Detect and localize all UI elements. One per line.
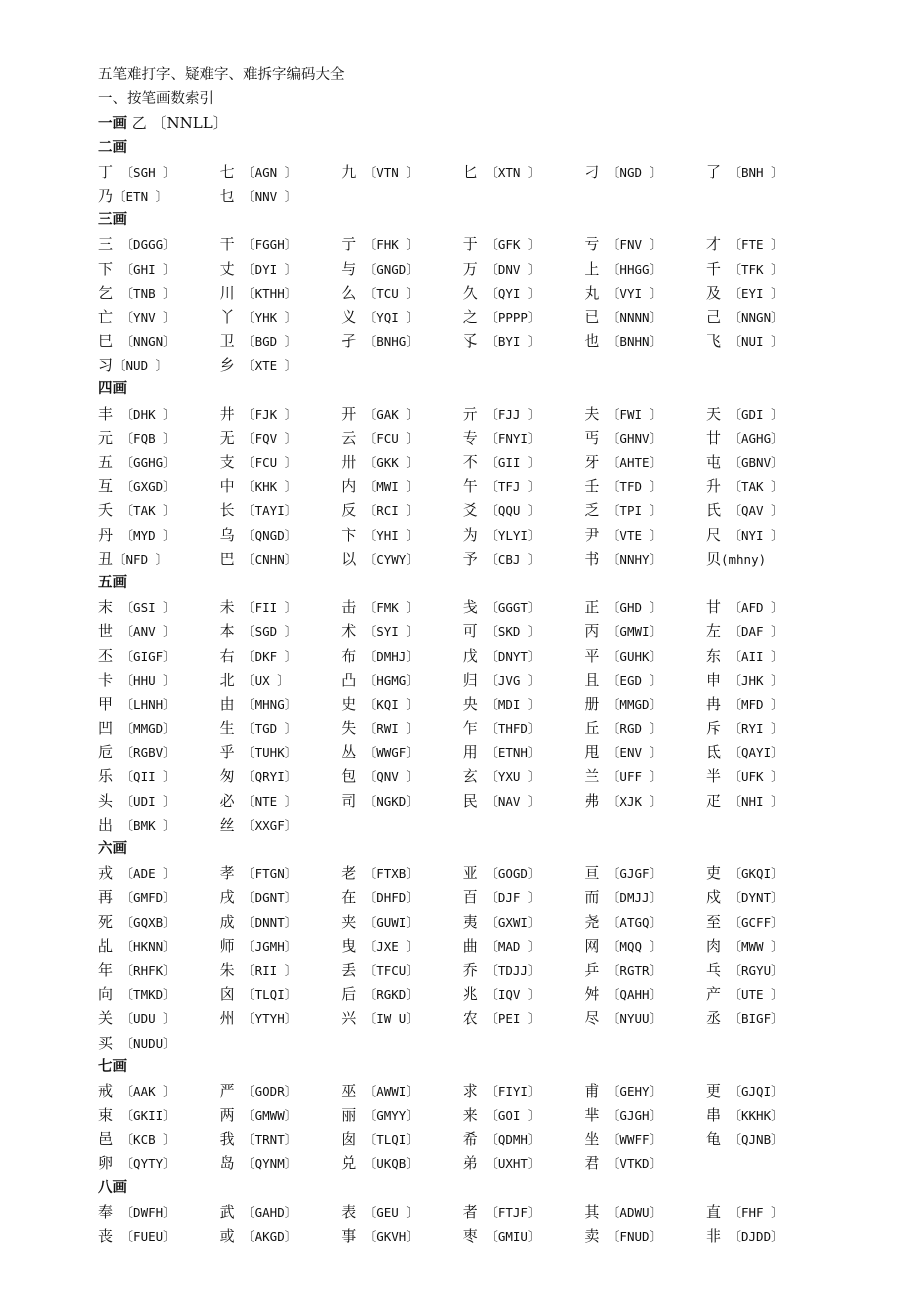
- character-entry: 习〔NUD 〕: [98, 356, 169, 375]
- entry-row: [98, 281, 878, 305]
- character-entry: 冉 〔MFD 〕: [705, 694, 784, 713]
- entry-row: [98, 813, 878, 837]
- character-entry: 乎 〔TUHK〕: [219, 743, 298, 762]
- character-entry: 内 〔MWI 〕: [341, 477, 419, 496]
- character-entry: 北 〔UX 〕: [219, 670, 290, 689]
- character-entry: 未 〔FII 〕: [219, 598, 298, 617]
- entry-row: [98, 1031, 878, 1055]
- character-entry: 民 〔NAV 〕: [462, 791, 541, 810]
- entry-row: [98, 305, 878, 329]
- character-entry: 丞 〔BIGF〕: [705, 1009, 784, 1028]
- section-header: [98, 136, 878, 160]
- character-entry: 戒 〔AAK 〕: [98, 1081, 176, 1100]
- character-entry: 乩 〔HKNN〕: [98, 936, 176, 955]
- character-entry: 夫 〔FWI 〕: [584, 404, 663, 423]
- entry-row: [98, 523, 878, 547]
- character-entry: 司 〔NGKD〕: [341, 791, 419, 810]
- section-title: 五画: [98, 574, 127, 591]
- character-entry: 夷 〔GXWI〕: [462, 912, 541, 931]
- character-entry: 兰 〔UFF 〕: [584, 767, 663, 786]
- character-entry: 丑〔NFD 〕: [98, 549, 169, 568]
- character-entry: 邑 〔KCB 〕: [98, 1130, 176, 1149]
- character-entry: 丢 〔TFCU〕: [341, 960, 419, 979]
- character-entry: 半 〔UFK 〕: [705, 767, 784, 786]
- character-entry: 归 〔JVG 〕: [462, 670, 541, 689]
- character-entry: 世 〔ANV 〕: [98, 622, 176, 641]
- character-entry: 乓 〔RGYU〕: [705, 960, 784, 979]
- entry-row: [98, 1151, 878, 1175]
- character-entry: 以 〔CYWY〕: [341, 549, 419, 568]
- character-entry: 丽 〔GMYY〕: [341, 1106, 419, 1125]
- entry-row: [98, 1006, 878, 1030]
- character-entry: 亏 〔FNV 〕: [584, 235, 663, 254]
- character-entry: 九 〔VTN 〕: [341, 162, 419, 181]
- character-entry: 了 〔BNH 〕: [705, 162, 784, 181]
- character-entry: 三 〔DGGG〕: [98, 235, 176, 254]
- character-entry: 亘 〔GJGF〕: [584, 864, 663, 883]
- character-entry: 其 〔ADWU〕: [584, 1202, 663, 1221]
- character-entry: 疋 〔NHI 〕: [705, 791, 784, 810]
- section-header: [98, 571, 878, 595]
- character-entry: 丰 〔DHK 〕: [98, 404, 176, 423]
- character-entry: 无 〔FQV 〕: [219, 428, 298, 447]
- character-entry: 牙 〔AHTE〕: [584, 453, 663, 471]
- character-entry: 在 〔DHFD〕: [341, 888, 419, 907]
- character-entry: 亡 〔YNV 〕: [98, 307, 176, 326]
- section-title: 三画: [98, 212, 127, 229]
- character-entry: 且 〔EGD 〕: [584, 670, 663, 689]
- character-entry: 百 〔DJF 〕: [462, 888, 541, 907]
- character-entry: 或 〔AKGD〕: [219, 1227, 298, 1245]
- character-entry: 书 〔NNHY〕: [584, 549, 663, 568]
- character-entry: 册 〔MMGD〕: [584, 694, 663, 713]
- character-entry: 孑 〔BNHG〕: [341, 332, 419, 351]
- character-entry: 午 〔TFJ 〕: [462, 477, 541, 496]
- character-entry: 失 〔RWI 〕: [341, 719, 419, 738]
- entry-row: [98, 232, 878, 256]
- character-entry: 丹 〔MYD 〕: [98, 525, 176, 544]
- character-entry: 甘 〔AFD 〕: [705, 598, 784, 617]
- character-entry: 飞 〔NUI 〕: [705, 332, 784, 351]
- character-entry: 央 〔MDI 〕: [462, 694, 541, 713]
- entry-row: [98, 353, 878, 377]
- character-entry: 孓 〔BYI 〕: [462, 332, 541, 351]
- character-entry: 乜 〔NNV 〕: [219, 186, 298, 205]
- character-entry: 升 〔TAK 〕: [705, 477, 784, 496]
- entry-row: [98, 1103, 878, 1127]
- character-entry: 农 〔PEI 〕: [462, 1009, 541, 1028]
- character-entry: 乌 〔QNGD〕: [219, 525, 298, 544]
- character-entry: 武 〔GAHD〕: [219, 1202, 298, 1221]
- stroke-index: [98, 111, 878, 1248]
- character-entry: 丝 〔XXGF〕: [219, 815, 298, 834]
- character-entry: 七 〔AGN 〕: [219, 162, 298, 181]
- character-entry: 左 〔DAF 〕: [705, 622, 784, 641]
- character-entry: 老 〔FTXB〕: [341, 864, 419, 883]
- character-entry: 直 〔FHF 〕: [705, 1202, 784, 1221]
- section-title: 六画: [98, 841, 127, 857]
- entry-row: [98, 329, 878, 353]
- character-entry: 正 〔GHD 〕: [584, 598, 663, 617]
- character-entry: 也 〔BNHN〕: [584, 332, 663, 351]
- character-entry: 平 〔GUHK〕: [584, 646, 663, 665]
- section-title: 七画: [98, 1058, 127, 1075]
- entry-row: [98, 547, 878, 571]
- character-entry: 兑 〔UKQB〕: [341, 1154, 419, 1173]
- character-entry: 可 〔SKD 〕: [462, 622, 541, 641]
- character-entry: 义 〔YQI 〕: [341, 307, 419, 326]
- character-entry: 匆 〔QRYI〕: [219, 767, 298, 786]
- character-entry: 丁 〔SGH 〕: [98, 162, 176, 181]
- character-entry: 希 〔QDMH〕: [462, 1130, 541, 1149]
- character-entry: 尧 〔ATGQ〕: [584, 912, 663, 931]
- character-entry: 后 〔RGKD〕: [341, 985, 419, 1004]
- character-entry: 吏 〔GKQI〕: [705, 864, 784, 883]
- entry-row: [98, 1200, 878, 1224]
- character-entry: 丫 〔YHK 〕: [219, 307, 298, 326]
- character-entry: 卵 〔QYTY〕: [98, 1154, 176, 1173]
- character-entry: 来 〔GOI 〕: [462, 1106, 541, 1125]
- character-entry: 产 〔UTE 〕: [705, 985, 784, 1004]
- character-entry: 戊 〔DNYT〕: [462, 646, 541, 665]
- character-entry: 岛 〔QYNM〕: [219, 1154, 298, 1173]
- section-header: [98, 1055, 878, 1079]
- entry-row: [98, 1127, 878, 1151]
- section-title: 二画: [98, 139, 127, 156]
- character-entry: 么 〔TCU 〕: [341, 283, 419, 302]
- character-entry: 丧 〔FUEU〕: [98, 1227, 176, 1245]
- character-entry: 东 〔AII 〕: [705, 646, 784, 665]
- character-entry: 买 〔NUDU〕: [98, 1033, 176, 1052]
- character-entry: 不 〔GII 〕: [462, 453, 541, 471]
- character-entry: 五 〔GGHG〕: [98, 453, 176, 471]
- character-entry: 龟 〔QJNB〕: [705, 1130, 784, 1149]
- section-header: [98, 837, 878, 861]
- entry-row: [98, 740, 878, 764]
- character-entry: 之 〔PPPP〕: [462, 307, 541, 326]
- character-entry: 巳 〔NNGN〕: [98, 332, 176, 351]
- character-entry: 刁 〔NGD 〕: [584, 162, 663, 181]
- character-entry: 亍 〔FHK 〕: [341, 235, 419, 254]
- character-entry: 弟 〔UXHT〕: [462, 1154, 541, 1173]
- entry-row: [98, 716, 878, 740]
- character-entry: 凹 〔MMGD〕: [98, 719, 176, 738]
- character-entry: 由 〔MHNG〕: [219, 694, 298, 713]
- character-entry: 右 〔DKF 〕: [219, 646, 298, 665]
- character-entry: 求 〔FIYI〕: [462, 1081, 541, 1100]
- character-entry: 戎 〔ADE 〕: [98, 864, 176, 883]
- entry-row: [98, 426, 878, 450]
- character-entry: 芈 〔GJGH〕: [584, 1106, 663, 1125]
- character-entry: 向 〔TMKD〕: [98, 985, 176, 1004]
- entry-row: [98, 885, 878, 909]
- character-entry: 匕 〔XTN 〕: [462, 162, 541, 181]
- character-entry: 久 〔QYI 〕: [462, 283, 541, 302]
- section-header: [98, 377, 878, 401]
- character-entry: 包 〔QNV 〕: [341, 767, 419, 786]
- character-entry: 网 〔MQQ 〕: [584, 936, 663, 955]
- character-entry: 丈 〔DYI 〕: [219, 259, 298, 278]
- character-entry: 斥 〔RYI 〕: [705, 719, 784, 738]
- character-entry: 生 〔TGD 〕: [219, 719, 298, 738]
- character-entry: 头 〔UDI 〕: [98, 791, 176, 810]
- entry-row: [98, 257, 878, 281]
- entry-row: [98, 789, 878, 813]
- character-entry: 贝(mhny): [705, 549, 767, 568]
- character-entry: 巫 〔AWWI〕: [341, 1081, 419, 1100]
- character-entry: 成 〔DNNT〕: [219, 912, 298, 931]
- character-entry: 与 〔GNGD〕: [341, 259, 419, 278]
- character-entry: 表 〔GEU 〕: [341, 1202, 419, 1221]
- character-entry: 奉 〔DWFH〕: [98, 1202, 176, 1221]
- character-entry: 万 〔DNV 〕: [462, 259, 541, 278]
- character-entry: 乍 〔THFD〕: [462, 719, 541, 738]
- character-entry: 出 〔BMK 〕: [98, 815, 176, 834]
- entry-row: [98, 619, 878, 643]
- character-entry: 用 〔ETNH〕: [462, 743, 541, 762]
- character-entry: 下 〔GHI 〕: [98, 259, 176, 278]
- entry-row: [98, 1224, 878, 1248]
- character-entry: 夹 〔GUWI〕: [341, 912, 419, 931]
- character-entry: 乡 〔XTE 〕: [219, 356, 298, 375]
- character-entry: 尺 〔NYI 〕: [705, 525, 784, 544]
- character-entry: 年 〔RHFK〕: [98, 960, 176, 979]
- character-entry: 严 〔GODR〕: [219, 1081, 298, 1100]
- character-entry: 尹 〔VTE 〕: [584, 525, 663, 544]
- character-entry: 支 〔FCU 〕: [219, 453, 298, 471]
- character-entry: 布 〔DMHJ〕: [341, 646, 419, 665]
- index-subtitle: 一、按笔画数索引: [98, 91, 214, 108]
- character-entry: 乒 〔RGTR〕: [584, 960, 663, 979]
- character-entry: 互 〔GXGD〕: [98, 477, 176, 496]
- section-header: [98, 1176, 878, 1200]
- character-entry: 关 〔UDU 〕: [98, 1009, 176, 1028]
- entry-row: [98, 958, 878, 982]
- character-entry: 术 〔SYI 〕: [341, 622, 419, 641]
- character-entry: 师 〔JGMH〕: [219, 936, 298, 955]
- character-entry: 甫 〔GEHY〕: [584, 1081, 663, 1100]
- entry-row: [98, 692, 878, 716]
- character-entry: 亚 〔GOGD〕: [462, 864, 541, 883]
- character-entry: 史 〔KQI 〕: [341, 694, 419, 713]
- entry-row: [98, 668, 878, 692]
- section-title: 八画: [98, 1179, 127, 1196]
- section-header: [98, 208, 878, 232]
- character-entry: 卅 〔GKK 〕: [341, 453, 419, 471]
- character-entry: 而 〔DMJJ〕: [584, 888, 663, 907]
- character-entry: 夭 〔TAK 〕: [98, 501, 176, 520]
- character-entry: 天 〔GDI 〕: [705, 404, 784, 423]
- section-title: 一画: [98, 116, 127, 133]
- character-entry: 乔 〔TDJJ〕: [462, 960, 541, 979]
- character-entry: 囟 〔TLQI〕: [219, 985, 298, 1004]
- character-entry: 末 〔GSI 〕: [98, 598, 176, 617]
- character-entry: 干 〔FGGH〕: [219, 235, 298, 254]
- character-entry: 为 〔YLYI〕: [462, 525, 541, 544]
- character-entry: 必 〔NTE 〕: [219, 791, 298, 810]
- character-entry: 两 〔GMWW〕: [219, 1106, 298, 1125]
- character-entry: 壬 〔TFD 〕: [584, 477, 663, 496]
- character-entry: 专 〔FNYI〕: [462, 428, 541, 447]
- character-entry: 中 〔KHK 〕: [219, 477, 298, 496]
- entry-row: [98, 450, 878, 474]
- inline-entry: 乙 〔NNLL〕: [127, 114, 228, 133]
- character-entry: 申 〔JHK 〕: [705, 670, 784, 689]
- entry-row: [98, 184, 878, 208]
- character-entry: 上 〔HHGG〕: [584, 259, 663, 278]
- document-title: 五笔难打字、疑难字、难拆字编码大全: [98, 67, 345, 83]
- character-entry: 爻 〔QQU 〕: [462, 501, 541, 520]
- character-entry: 串 〔KKHK〕: [705, 1106, 784, 1125]
- entry-row: [98, 982, 878, 1006]
- character-entry: 乃〔ETN 〕: [98, 186, 169, 205]
- character-entry: 丛 〔WWGF〕: [341, 743, 419, 762]
- entry-row: [98, 498, 878, 522]
- character-entry: 乐 〔QII 〕: [98, 767, 176, 786]
- entry-row: [98, 595, 878, 619]
- document-page: [98, 63, 878, 1248]
- character-entry: 束 〔GKII〕: [98, 1106, 176, 1125]
- entry-row: [98, 474, 878, 498]
- character-entry: 卖 〔FNUD〕: [584, 1227, 663, 1245]
- entry-row: [98, 160, 878, 184]
- character-entry: 卮 〔RGBV〕: [98, 743, 176, 762]
- entry-row: [98, 644, 878, 668]
- character-entry: 死 〔GQXB〕: [98, 912, 176, 931]
- character-entry: 卫 〔BGD 〕: [219, 332, 298, 351]
- character-entry: 已 〔NNNN〕: [584, 307, 663, 326]
- character-entry: 事 〔GKVH〕: [341, 1227, 419, 1245]
- character-entry: 丕 〔GIGF〕: [98, 646, 176, 665]
- character-entry: 乞 〔TNB 〕: [98, 283, 176, 302]
- character-entry: 舛 〔QAHH〕: [584, 985, 663, 1004]
- character-entry: 丙 〔GMWI〕: [584, 622, 663, 641]
- character-entry: 戋 〔GGGT〕: [462, 598, 541, 617]
- character-entry: 枣 〔GMIU〕: [462, 1227, 541, 1245]
- character-entry: 朱 〔RII 〕: [219, 960, 298, 979]
- entry-row: [98, 1079, 878, 1103]
- character-entry: 元 〔FQB 〕: [98, 428, 176, 447]
- character-entry: 坐 〔WWFF〕: [584, 1130, 663, 1149]
- character-entry: 云 〔FCU 〕: [341, 428, 419, 447]
- character-entry: 反 〔RCI 〕: [341, 501, 419, 520]
- entry-row: [98, 861, 878, 885]
- character-entry: 州 〔YTYH〕: [219, 1009, 298, 1028]
- character-entry: 击 〔FMK 〕: [341, 598, 419, 617]
- character-entry: 君 〔VTKD〕: [584, 1154, 663, 1173]
- character-entry: 非 〔DJDD〕: [705, 1227, 784, 1245]
- character-entry: 更 〔GJQI〕: [705, 1081, 784, 1100]
- character-entry: 凸 〔HGMG〕: [341, 670, 419, 689]
- character-entry: 及 〔EYI 〕: [705, 283, 784, 302]
- character-entry: 卞 〔YHI 〕: [341, 525, 419, 544]
- character-entry: 兴 〔IW U〕: [341, 1009, 419, 1028]
- character-entry: 巴 〔CNHN〕: [219, 549, 298, 568]
- character-entry: 井 〔FJK 〕: [219, 404, 298, 423]
- character-entry: 己 〔NNGN〕: [705, 307, 784, 326]
- character-entry: 亓 〔FJJ 〕: [462, 404, 541, 423]
- character-entry: 千 〔TFK 〕: [705, 259, 784, 278]
- character-entry: 孝 〔FTGN〕: [219, 864, 298, 883]
- character-entry: 廿 〔AGHG〕: [705, 428, 784, 447]
- entry-row: [98, 402, 878, 426]
- section-header: [98, 111, 878, 135]
- character-entry: 戌 〔DGNT〕: [219, 888, 298, 907]
- character-entry: 才 〔FTE 〕: [705, 235, 784, 254]
- character-entry: 卡 〔HHU 〕: [98, 670, 176, 689]
- character-entry: 甩 〔ENV 〕: [584, 743, 663, 762]
- character-entry: 开 〔GAK 〕: [341, 404, 419, 423]
- character-entry: 曳 〔JXE 〕: [341, 936, 419, 955]
- character-entry: 予 〔CBJ 〕: [462, 549, 541, 568]
- character-entry: 甲 〔LHNH〕: [98, 694, 176, 713]
- character-entry: 丘 〔RGD 〕: [584, 719, 663, 738]
- character-entry: 再 〔GMFD〕: [98, 888, 176, 907]
- character-entry: 肉 〔MWW 〕: [705, 936, 784, 955]
- character-entry: 川 〔KTHH〕: [219, 283, 298, 302]
- character-entry: 兆 〔IQV 〕: [462, 985, 541, 1004]
- character-entry: 戍 〔DYNT〕: [705, 888, 784, 907]
- entry-row: [98, 910, 878, 934]
- entry-row: [98, 934, 878, 958]
- character-entry: 氏 〔QAV 〕: [705, 501, 784, 520]
- character-entry: 乏 〔TPI 〕: [584, 501, 663, 520]
- character-entry: 玄 〔YXU 〕: [462, 767, 541, 786]
- character-entry: 于 〔GFK 〕: [462, 235, 541, 254]
- character-entry: 至 〔GCFF〕: [705, 912, 784, 931]
- character-entry: 曲 〔MAD 〕: [462, 936, 541, 955]
- character-entry: 者 〔FTJF〕: [462, 1202, 541, 1221]
- character-entry: 弗 〔XJK 〕: [584, 791, 663, 810]
- character-entry: 本 〔SGD 〕: [219, 622, 298, 641]
- section-title: 四画: [98, 381, 127, 398]
- character-entry: 丸 〔VYI 〕: [584, 283, 663, 302]
- character-entry: 屯 〔GBNV〕: [705, 453, 784, 471]
- character-entry: 尽 〔NYUU〕: [584, 1009, 663, 1028]
- character-entry: 氐 〔QAYI〕: [705, 743, 784, 762]
- character-entry: 长 〔TAYI〕: [219, 501, 298, 520]
- character-entry: 我 〔TRNT〕: [219, 1130, 298, 1149]
- character-entry: 丐 〔GHNV〕: [584, 428, 663, 447]
- character-entry: 囱 〔TLQI〕: [341, 1130, 419, 1149]
- entry-row: [98, 764, 878, 788]
